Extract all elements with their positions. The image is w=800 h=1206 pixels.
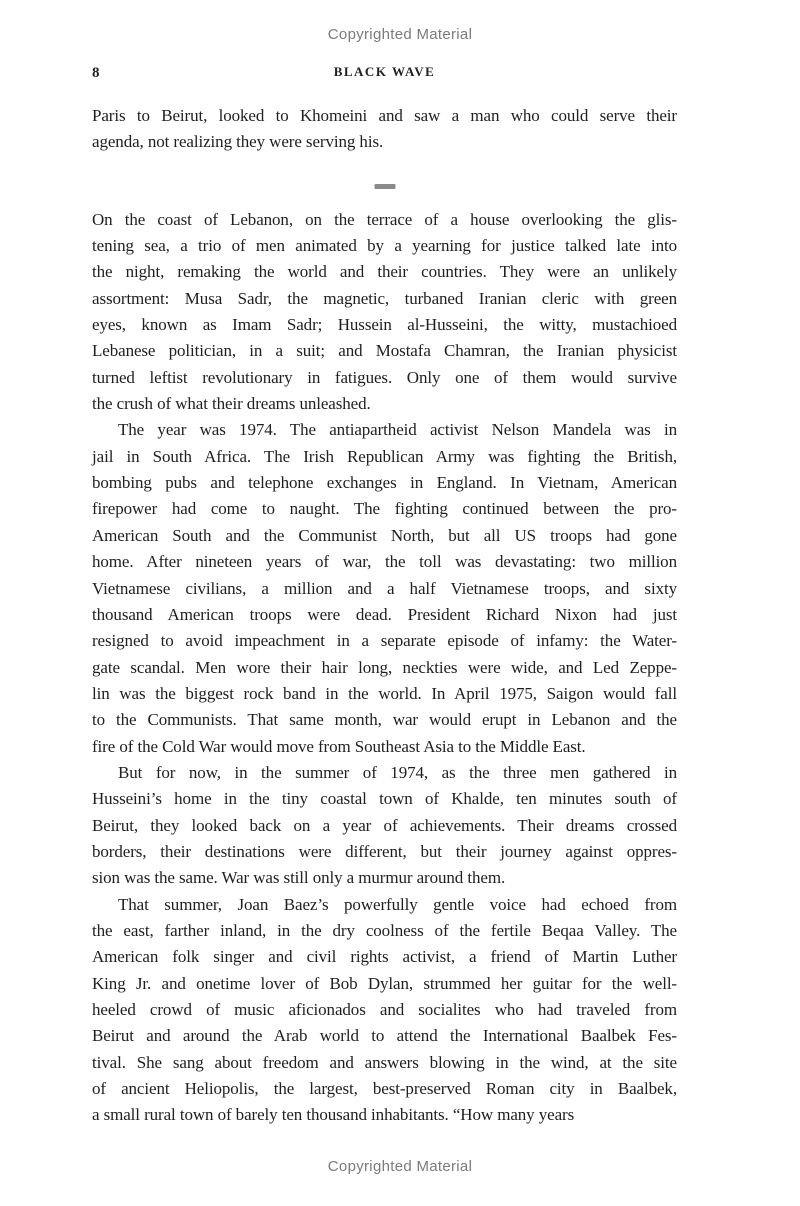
paragraph xyxy=(92,207,677,418)
text-line: heeled crowd of music aficionados and socialites who had traveled from xyxy=(92,1000,677,1019)
text-line: firepower had come to naught. The fighting continued between the pro- xyxy=(92,499,677,519)
text-line: Paris to Beirut, looked to Khomeini and saw a man who could serve their xyxy=(92,106,677,125)
body-text xyxy=(92,103,677,1129)
text-line: sion was the same. War was still only a murmur around them. xyxy=(92,868,506,888)
copyright-banner-top: Copyrighted Material xyxy=(327,26,473,43)
text-line: assortment: Musa Sadr, the magnetic, turbaned Iranian cleric with green xyxy=(92,288,677,308)
text-line: agenda, not realizing they were serving his. xyxy=(92,132,384,152)
text-line: the crush of what their dreams unleashed. xyxy=(92,394,371,414)
section-divider xyxy=(92,156,677,207)
copyright-banner-bottom: Copyrighted Material xyxy=(327,1158,473,1175)
text-line: Husseini’s home in the tiny coastal town of Khalde, ten minutes south of xyxy=(92,789,677,809)
text-line: bombing pubs and telephone exchanges in England. In Vietnam, American xyxy=(92,473,677,493)
text-line: Lebanese politician, in a suit; and Mostafa Chamran, the Iranian physicist xyxy=(92,341,677,361)
text-line: lin was the biggest rock band in the world. In April 1975, Saigon would fall xyxy=(92,683,677,703)
text-line: eyes, known as Imam Sadr; Hussein al-Husseini, the witty, mustachioed xyxy=(92,315,677,335)
page-header xyxy=(92,64,677,84)
text-line: the east, farther inland, in the dry coolness of the fertile Beqaa Valley. The xyxy=(92,920,677,940)
text-line: That summer, Joan Baez’s powerfully gentle voice had echoed from xyxy=(118,894,677,914)
text-line: gate scandal. Men wore their hair long, neckties were wide, and Led Zeppe- xyxy=(92,657,677,677)
text-line: of ancient Heliopolis, the largest, best-preserved Roman city in Baalbek, xyxy=(92,1079,677,1099)
text-line: The year was 1974. The antiapartheid activist Nelson Mandela was in xyxy=(118,420,677,440)
text-line: jail in South Africa. The Irish Republican Army was fighting the British, xyxy=(92,446,677,466)
text-line: resigned to avoid impeachment in a separate episode of infamy: the Water- xyxy=(92,631,677,651)
text-line: the night, remaking the world and their countries. They were an unlikely xyxy=(92,262,677,282)
text-line: turned leftist revolutionary in fatigues. Only one of them would survive xyxy=(92,367,677,387)
text-line: Beirut, they looked back on a year of achievements. Their dreams crossed xyxy=(92,815,677,835)
text-line: fire of the Cold War would move from Southeast Asia to the Middle East. xyxy=(92,736,586,756)
text-line: American folk singer and civil rights activist, a friend of Martin Luther xyxy=(92,947,677,967)
running-head: BLACK WAVE xyxy=(333,64,436,79)
text-line: But for now, in the summer of 1974, as the three men gathered in xyxy=(118,762,677,782)
paragraph xyxy=(92,103,677,156)
text-line: Vietnamese civilians, a million and a half Vietnamese troops, and sixty xyxy=(92,578,677,598)
paragraph xyxy=(92,417,677,759)
text-line: to the Communists. That same month, war would erupt in Lebanon and the xyxy=(92,710,677,730)
text-line: Beirut and around the Arab world to attend the International Baalbek Fes- xyxy=(92,1026,677,1046)
paragraph xyxy=(92,892,677,1129)
text-line: On the coast of Lebanon, on the terrace of a house overlooking the glis- xyxy=(92,209,677,229)
text-line: a small rural town of barely ten thousand inhabitants. “How many years xyxy=(92,1105,575,1125)
text-line: thousand American troops were dead. President Richard Nixon had just xyxy=(92,604,677,624)
text-line: tival. She sang about freedom and answers blowing in the wind, at the site xyxy=(92,1052,677,1072)
paragraph xyxy=(92,760,677,892)
text-line: American South and the Communist North, but all US troops had gone xyxy=(92,525,677,545)
text-line: borders, their destinations were different, but their journey against oppres- xyxy=(92,841,677,861)
page-number: 8 xyxy=(92,65,100,81)
text-line: King Jr. and onetime lover of Bob Dylan, strummed her guitar for the well- xyxy=(92,973,677,993)
text-line: tening sea, a trio of men animated by a yearning for justice talked late into xyxy=(92,236,677,256)
section-divider-dash xyxy=(374,184,395,189)
text-line: home. After nineteen years of war, the toll was devastating: two million xyxy=(92,552,677,572)
